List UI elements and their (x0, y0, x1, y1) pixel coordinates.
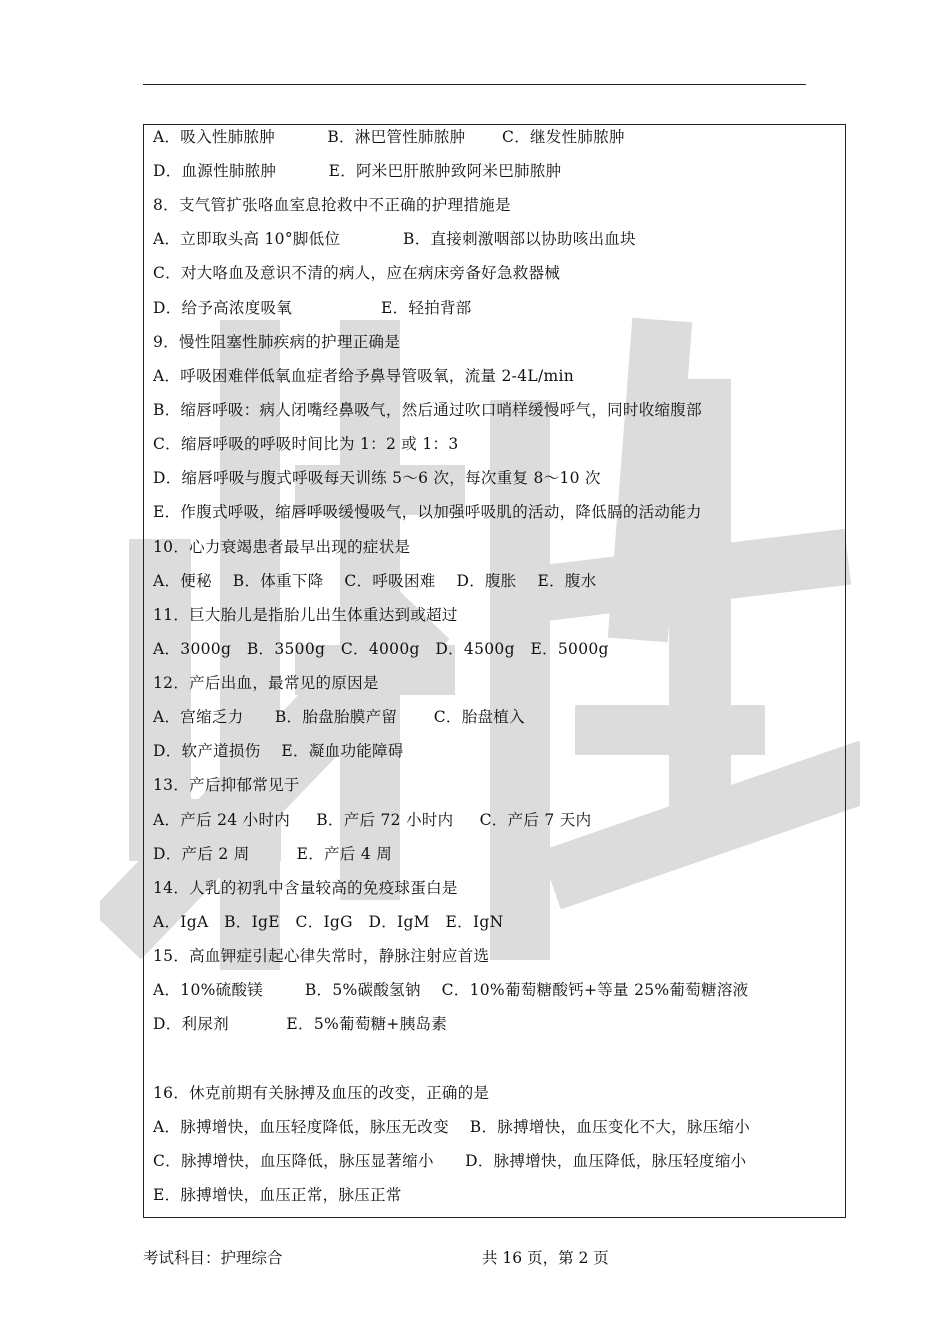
question-line: A．脉搏增快，血压轻度降低，脉压无改变 B．脉搏增快，血压变化不大，脉压缩小 (153, 1118, 751, 1136)
question-line: 13．产后抑郁常见于 (153, 776, 300, 794)
question-line: 9．慢性阻塞性肺疾病的护理正确是 (153, 333, 401, 351)
question-line: A．IgA B．IgE C．IgG D．IgM E．IgN (153, 913, 504, 931)
question-line: E．脉搏增快，血压正常，脉压正常 (153, 1186, 402, 1204)
question-line: D．利尿剂 E．5%葡萄糖+胰岛素 (153, 1015, 448, 1033)
question-line: 8．支气管扩张咯血室息抢救中不正确的护理措施是 (153, 196, 511, 214)
question-line: C．脉搏增快，血压降低，脉压显著缩小 D．脉搏增快，血压降低，脉压轻度缩小 (153, 1152, 747, 1170)
question-line: D．给予高浓度吸氧 E．轻拍背部 (153, 299, 472, 317)
question-line: A．便秘 B．体重下降 C．呼吸困难 D．腹胀 E．腹水 (153, 572, 597, 590)
question-line: B．缩唇呼吸：病人闭嘴经鼻吸气，然后通过吹口哨样缓慢呼气，同时收缩腹部 (153, 401, 702, 419)
question-line: A．3000g B．3500g C．4000g D．4500g E．5000g (153, 640, 609, 658)
question-line: D．血源性肺脓肿 E．阿米巴肝脓肿致阿米巴肺脓肿 (153, 162, 562, 180)
question-line: 12．产后出血，最常见的原因是 (153, 674, 379, 692)
question-line: E．作腹式呼吸，缩唇呼吸缓慢吸气，以加强呼吸肌的活动，降低膈的活动能力 (153, 503, 702, 521)
question-line: A．呼吸困难伴低氧血症者给予鼻导管吸氧，流量 2-4L/min (153, 367, 575, 385)
question-box (143, 124, 846, 1218)
question-line: A．宫缩乏力 B．胎盘胎膜产留 C．胎盘植入 (153, 708, 525, 726)
question-line: A．10%硫酸镁 B．5%碳酸氢钠 C．10%葡萄糖酸钙+等量 25%葡萄糖溶液 (153, 981, 749, 999)
question-line: C．对大咯血及意识不清的病人，应在病床旁备好急救器械 (153, 264, 561, 282)
question-line: 16．休克前期有关脉搏及血压的改变，正确的是 (153, 1084, 490, 1102)
question-line: D．产后 2 周 E．产后 4 周 (153, 845, 393, 863)
question-line: A．吸入性肺脓肿 B．淋巴管性肺脓肿 C．继发性肺脓肿 (153, 128, 625, 146)
question-line: 15．高血钾症引起心律失常时，静脉注射应首选 (153, 947, 490, 965)
question-line: 11．巨大胎儿是指胎儿出生体重达到或超过 (153, 606, 458, 624)
footer-page-number: 共 16 页，第 2 页 (482, 1249, 609, 1267)
question-line: 14．人乳的初乳中含量较高的免疫球蛋白是 (153, 879, 458, 897)
header-rule (143, 84, 806, 85)
question-line: D．软产道损伤 E．凝血功能障碍 (153, 742, 404, 760)
question-line: A．立即取头高 10°脚低位 B．直接刺激咽部以协助咳出血块 (153, 230, 636, 248)
footer-subject: 考试科目：护理综合 (143, 1249, 283, 1267)
question-line: C．缩唇呼吸的呼吸时间比为 1：2 或 1：3 (153, 435, 459, 453)
question-line: A．产后 24 小时内 B．产后 72 小时内 C．产后 7 天内 (153, 811, 592, 829)
question-line: 10．心力衰竭患者最早出现的症状是 (153, 538, 411, 556)
question-line: D．缩唇呼吸与腹式呼吸每天训练 5～6 次，每次重复 8～10 次 (153, 469, 601, 487)
